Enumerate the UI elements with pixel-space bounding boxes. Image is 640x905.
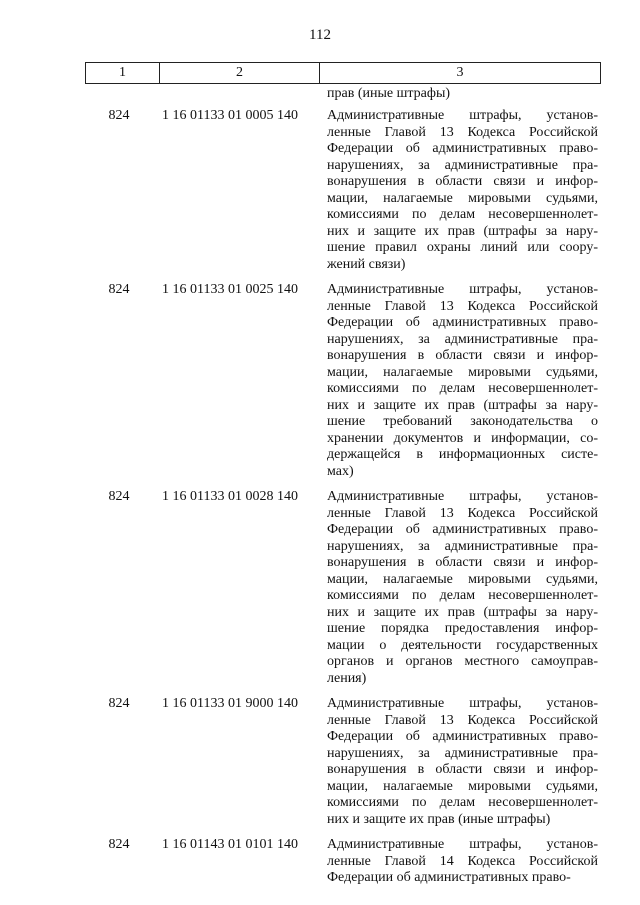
admin-code: 824 (108, 837, 130, 852)
description-line: комиссиями по делам несовершеннолет- (327, 381, 598, 396)
description-line: Федерации об административных право- (327, 729, 598, 744)
description-line: ленные Главой 13 Кодекса Российской (327, 124, 598, 140)
continuation-text: прав (иные штрафы) (327, 86, 451, 101)
description-line: Административные штрафы, установ- (327, 282, 598, 297)
description-line: Федерации об административных право- (327, 315, 598, 330)
description-line: Федерации об административных право- (327, 522, 598, 537)
page-number: 112 (309, 27, 331, 43)
admin-code: 824 (108, 696, 130, 711)
description-line: комиссиями по делам несовершеннолет- (327, 207, 598, 222)
description-line: хранении документов и информации, со- (327, 430, 598, 446)
admin-code: 824 (108, 282, 130, 297)
column-header-1: 1 (86, 63, 160, 84)
description-line: органов и органов местного самоуправ- (327, 654, 598, 669)
description-line: нарушениях, за административные пра- (327, 157, 598, 173)
revenue-description (327, 696, 598, 828)
description-line: нарушениях, за административные пра- (327, 745, 598, 761)
description-line: нарушениях, за административные пра- (327, 538, 598, 554)
budget-classification-code: 1 16 01133 01 9000 140 (162, 696, 298, 711)
description-line: Федерации об административных право- (327, 870, 571, 885)
description-line: них и защите их прав (штрафы за нару- (327, 604, 598, 620)
description-line: шение требований законодательства о (327, 414, 598, 429)
description-line: Административные штрафы, установ- (327, 696, 598, 711)
description-line: шение правил охраны линий или соору- (327, 240, 598, 255)
budget-classification-code: 1 16 01133 01 0005 140 (162, 108, 298, 123)
description-line: Федерации об административных право- (327, 141, 598, 156)
description-line: мации, налагаемые мировыми судьями, (327, 364, 598, 380)
description-line: шение порядка предоставления инфор- (327, 621, 598, 636)
description-line: ленные Главой 13 Кодекса Российской (327, 505, 598, 521)
description-line: мации, налагаемые мировыми судьями, (327, 571, 598, 587)
admin-code: 824 (108, 489, 130, 504)
budget-classification-code: 1 16 01133 01 0025 140 (162, 282, 298, 297)
description-line: вонарушения в области связи и инфор- (327, 555, 598, 570)
description-line: вонарушения в области связи и инфор- (327, 348, 598, 363)
description-line: вонарушения в области связи и инфор- (327, 174, 598, 189)
admin-code: 824 (108, 108, 130, 123)
description-line: ленные Главой 14 Кодекса Российской (327, 853, 598, 869)
column-header-3: 3 (320, 63, 601, 84)
description-line: нарушениях, за административные пра- (327, 331, 598, 347)
description-line: вонарушения в области связи и инфор- (327, 762, 598, 777)
description-line: мации о деятельности государственных (327, 637, 598, 653)
description-line: Административные штрафы, установ- (327, 108, 598, 123)
description-line: мации, налагаемые мировыми судьями, (327, 778, 598, 794)
description-line: мации, налагаемые мировыми судьями, (327, 190, 598, 206)
description-line: них и защите их прав (штрафы за нару- (327, 223, 598, 239)
description-line: ления) (327, 670, 367, 686)
revenue-description (327, 282, 598, 480)
description-line: Административные штрафы, установ- (327, 489, 598, 504)
description-line: них и защите их прав (штрафы за нару- (327, 397, 598, 413)
description-line: держащейся в информационных систе- (327, 447, 598, 462)
description-line: комиссиями по делам несовершеннолет- (327, 795, 598, 810)
description-line: Административные штрафы, установ- (327, 837, 598, 852)
column-header-2: 2 (160, 63, 320, 84)
description-line: мах) (327, 463, 354, 479)
revenue-description (327, 489, 598, 687)
description-line: жений связи) (327, 256, 406, 272)
description-line: них и защите их прав (иные штрафы) (327, 811, 551, 827)
column-header-table (85, 62, 601, 84)
revenue-description (327, 108, 598, 273)
description-line: ленные Главой 13 Кодекса Российской (327, 298, 598, 314)
revenue-description (327, 837, 598, 887)
budget-classification-code: 1 16 01133 01 0028 140 (162, 489, 298, 504)
budget-classification-code: 1 16 01143 01 0101 140 (162, 837, 298, 852)
description-line: комиссиями по делам несовершеннолет- (327, 588, 598, 603)
description-line: ленные Главой 13 Кодекса Российской (327, 712, 598, 728)
